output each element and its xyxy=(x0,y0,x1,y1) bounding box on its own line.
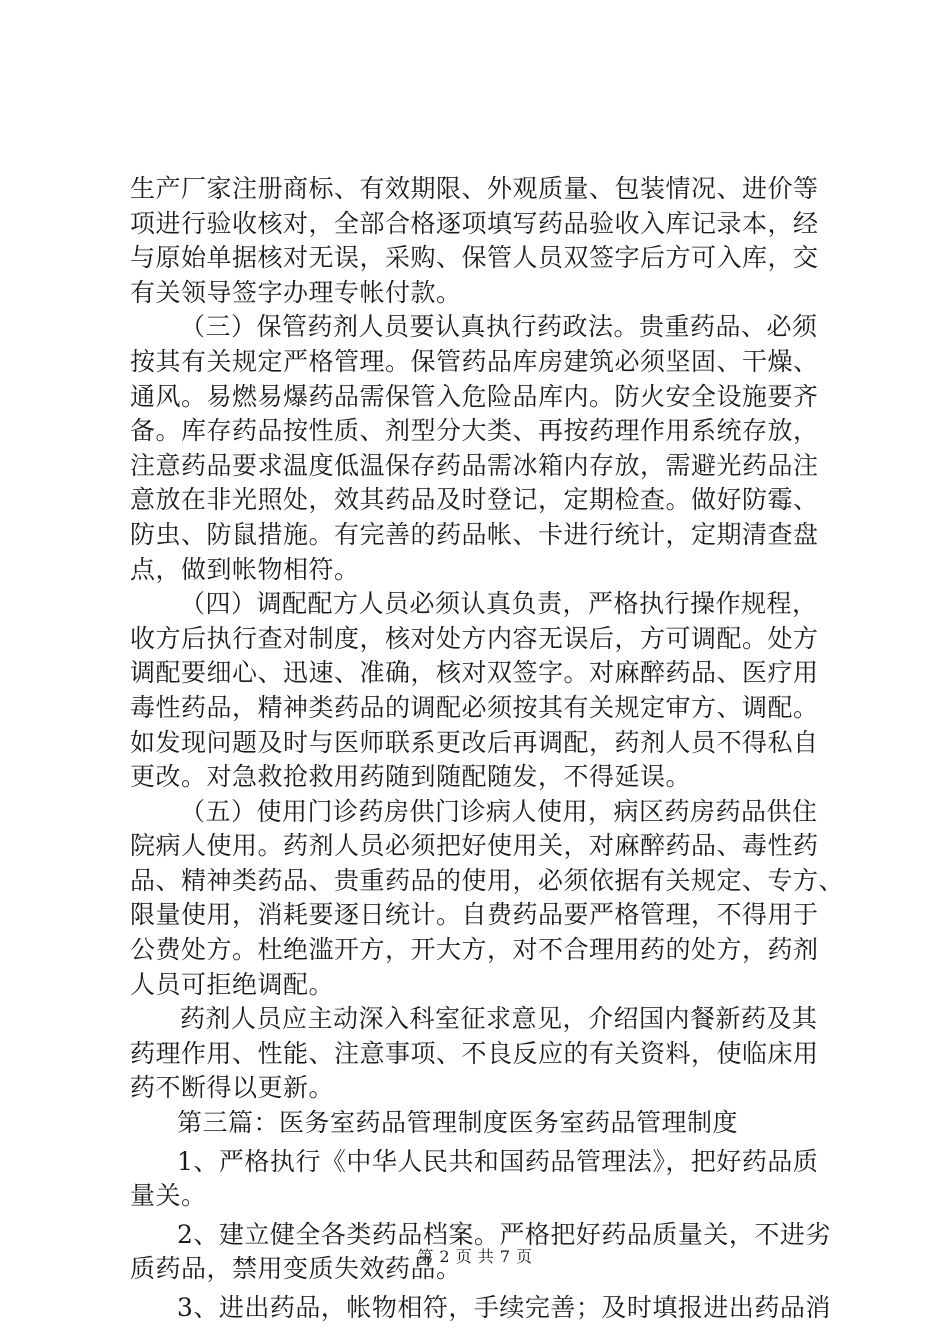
text-line: 药不断得以更新。 xyxy=(130,1073,335,1103)
text-line: 质药品，禁用变质失效药品。 xyxy=(130,1254,462,1284)
text-line: 3、进出药品，帐物相符，手续完善；及时填报进出药品消 xyxy=(177,1293,831,1322)
text-line: 1、严格执行《中华人民共和国药品管理法》，把好药品质 xyxy=(177,1146,819,1176)
text-line: 2、建立健全各类药品档案。严格把好药品质量关，不进劣 xyxy=(177,1219,831,1249)
page-footer: 第 2 页 共 7 页 xyxy=(417,1247,533,1266)
text-line: 人员可拒绝调配。 xyxy=(130,969,335,999)
text-line: 第三篇：医务室药品管理制度医务室药品管理制度 xyxy=(177,1108,739,1138)
text-line: 有关领导签字办理专帐付款。 xyxy=(130,277,462,307)
text-line: 品、精神类药品、贵重药品的使用，必须依据有关规定、专方、 xyxy=(130,865,845,895)
text-line: 通风。易燃易爆药品需保管入危险品库内。防火安全设施要齐 xyxy=(130,381,819,411)
text-line: 更改。对急救抢救用药随到随配随发，不得延误。 xyxy=(130,762,692,792)
text-line: 点，做到帐物相符。 xyxy=(130,554,360,584)
document-body xyxy=(130,172,845,1326)
text-line: 限量使用，消耗要逐日统计。自费药品要严格管理，不得用于 xyxy=(130,900,819,930)
text-line: 按其有关规定严格管理。保管药品库房建筑必须坚固、干燥、 xyxy=(130,346,819,376)
text-line: 注意药品要求温度低温保存药品需冰箱内存放，需避光药品注 xyxy=(130,450,819,480)
text-line: （四）调配配方人员必须认真负责，严格执行操作规程， xyxy=(180,589,818,619)
text-line: （五）使用门诊药房供门诊病人使用，病区药房药品供住 xyxy=(180,796,818,826)
text-line: 备。库存药品按性质、剂型分大类、再按药理作用系统存放， xyxy=(130,416,819,446)
text-line: 药剂人员应主动深入科室征求意见，介绍国内餐新药及其 xyxy=(180,1004,818,1034)
text-line: 项进行验收核对，全部合格逐项填写药品验收入库记录本，经 xyxy=(130,208,819,238)
text-line: （三）保管药剂人员要认真执行药政法。贵重药品、必须 xyxy=(180,312,818,342)
text-line: 防虫、防鼠措施。有完善的药品帐、卡进行统计，定期清查盘 xyxy=(130,519,819,549)
text-line: 量关。 xyxy=(130,1181,207,1211)
text-line: 毒性药品，精神类药品的调配必须按其有关规定审方、调配。 xyxy=(130,692,819,722)
text-line: 收方后执行查对制度，核对处方内容无误后，方可调配。处方 xyxy=(130,623,819,653)
text-line: 如发现问题及时与医师联系更改后再调配，药剂人员不得私自 xyxy=(130,727,819,757)
text-line: 与原始单据核对无误，采购、保管人员双签字后方可入库，交 xyxy=(130,243,819,273)
text-line: 生产厂家注册商标、有效期限、外观质量、包装情况、进价等 xyxy=(130,174,819,203)
text-line: 公费处方。杜绝滥开方，开大方，对不合理用药的处方，药剂 xyxy=(130,935,819,965)
text-line: 调配要细心、迅速、准确，核对双签字。对麻醉药品、医疗用 xyxy=(130,658,819,688)
text-line: 意放在非光照处，效其药品及时登记，定期检查。做好防霉、 xyxy=(130,485,819,515)
text-line: 药理作用、性能、注意事项、不良反应的有关资料，使临床用 xyxy=(130,1038,819,1068)
text-line: 院病人使用。药剂人员必须把好使用关，对麻醉药品、毒性药 xyxy=(130,831,819,861)
